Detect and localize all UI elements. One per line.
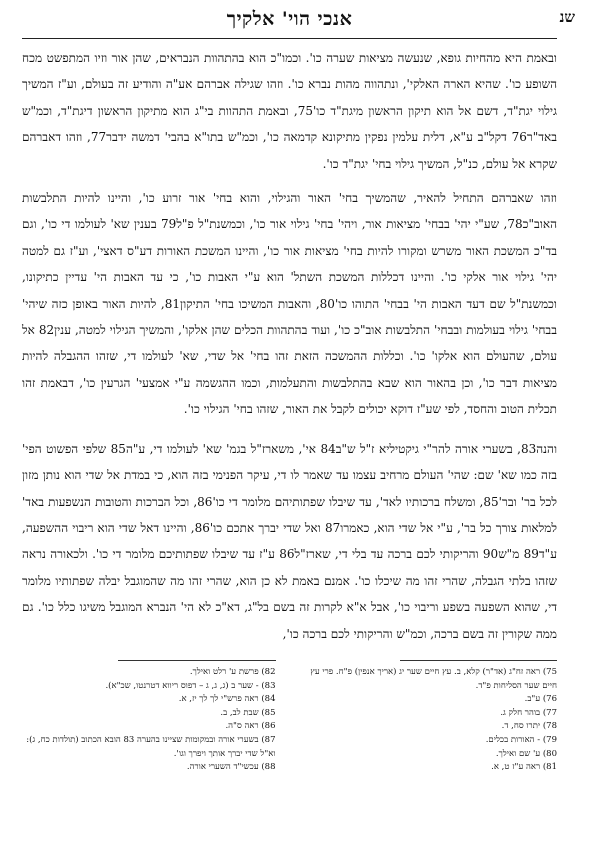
footnote-divider — [118, 660, 275, 661]
main-text — [22, 45, 557, 647]
footnote: 87) בשערי אורה ובמקומות שציינו בהערה 83 הובא הכתוב (תולדות כח, ג): וא"ל שדי יברך אותך ויפרך וגו'. — [26, 734, 276, 759]
footnote: 79) - האורות בכלים. — [485, 734, 557, 745]
footnote: 88) עכשי"ד השערי אורה. — [186, 762, 276, 773]
footnote: 80) ע' שם ואילך. — [495, 748, 557, 759]
page-number: שנ — [559, 8, 575, 26]
footnote: 78) יתרו סח, ד. — [501, 721, 557, 732]
page-header — [22, 0, 575, 38]
footnote: 83) - שער ב (ג, ג, ג – דפוס ריווא דטרנטו, שכ"א). — [105, 680, 276, 691]
paragraph: וזהו שאברהם התחיל להאיר, שהמשיך בחי' האור והגילוי, והוא בחי' אור זרוע כו', והיינו להיות התלבשות האוב"כ78, שע"י יהי' בבחי' מציאות אור, ויהי' בחי' גילוי אור כו', וכמשנת"ל פ"ל79 בענין שא' לעולמו די כו', וגם בד"כ המשכת האור משרש ומקורו להיות בחי' מציאות אור כו', והיינו המשכת האורות דע"ס דאצי', וע"ז גם למטה יהי' גילוי אור אלקי כו'. והיינו דכללות המשכת השתל' הוא ע"י האבות כו', כי עד האבות הי' עדיין כתיקונו, וכמשנת"ל שם דעד האבות הי' בבחי' התוהו כו'80, והאבות המשיכו בחי' התיקון81, להיות האור באופן כזה שיהי' בבחי' גילוי בעולמות ובבחי' התלבשות אוב"כ כו', ועוד בהתהוות הכלים שהן אלקו', והמשיך הגילוי למטה, ענין82 אל עולם, שהעולם הוא אלקו' כו'. וכללות ההמשכה הזאת זהו בחי' אל שדי, שא' לעולמו די, שזהו ההגבלה להיות מציאות דבר כו', וכן בהאור הוא שבא בהתלבשות והתעלמות, וכמו ההגשמה ע"י אמצעי' הגרעין כו', דבאמת זהו תכלית הטוב והחסד, לפי שע"ז דוקא יכולים לקבל את האור, שזהו בחי' הגילוי כו'. — [22, 191, 557, 417]
footnote: 81) ראה ע"ז ט, א. — [491, 762, 557, 773]
footnote: 85) שבת לב, ב. — [220, 707, 276, 718]
footnotes-column-right — [304, 660, 558, 775]
paragraph: והנה83, בשערי אורה להר"י גיקטיליא ז"ל ש"ב84 אי', משארז"ל בגמ' שא' לעולמו די, ע"ה85 שלפי הפשוט הפי' בזה כמו שא' שם: שהי' העולם מרחיב עצמו עד שאמר לו די, עיקר הפנימי בזה הוא, כי במדת אל שדי הוא נותן מזון לכל בר' ובר'85, ומשלח ברכותיו לאד', עד שיבלו שפתותיהם מלומר די כו'86, וכל הברכות והטובות הנשפעות באד' למלאות צורך כל בר', ע"י אל שדי הוא, כאמרו87 ואל שדי יברך אתכם כו'86, והיינו דאל שדי הוא ריבוי ההשפעה, ע"ד89 מ"ש90 והריקותי לכם ברכה עד בלי די, שארז"ל86 ע"ז עד שיבלו שפתותיכם מלומר די כו'. ולכאורה נראה שזהו בלתי הגבלה, שהרי זהו מה שיכלו כו'. אמנם באמת לא כן הוא, שהרי זהו מה שהמוגבל יבלה שפתותיו מלומר די, שהוא השפעה בשפע וריבוי כו', אבל א"א לקרות זה בשם בל"ג, דא"כ לא הי' הנברא המוגבל משיגו כלל כו'. גם ממה שקורין זה בשם ברכה, וכמ"ש והריקותי לכם ברכה כו', — [22, 441, 558, 641]
paragraph: ובאמת היא מהחיות גופא, שנעשה מציאות שערה כו'. וכמו"כ הוא בהתהוות הנבראים, שהן אור וזיו המתפשט מכח השופע כו'. שהיא הארה האלקי', ונתהווה מהות נברא כו'. וזהו שגילה אברהם אע"ה והודיע זה בעולם, וע"ז המשיך גילוי יגת"ד, דשם אל הוא תיקון הראשון מיגת"ד כו'75, ובאמת התהוות בי"ג הוא מתיקון הראשון דיגת"ד, וכמ"ש באד"ר76 דקל"ב ע"א, דלית עלמין נפקין מתיקונא קדמאה כו', וכמ"ש בתו"א בהבי' דמשה ידבר77, וזהו דאברהם שקרא אל עולם, כנ"ל, המשיך גילוי בחי' יגת"ד כו'. — [22, 51, 558, 171]
footnotes-column-left — [22, 660, 276, 775]
footnotes-section — [22, 660, 557, 775]
footnote-divider — [400, 660, 557, 661]
footnote: 84) ראה פרש"י לך לך יז, א. — [178, 694, 276, 705]
footnote: 77) בוהר חלק ג. — [500, 707, 557, 718]
footnote: 82) פרשת ע' רלט ואילך. — [189, 666, 276, 677]
running-title: אנכי הוי' אלקיך — [226, 7, 353, 30]
footnote: 75) ראה זח"ג (אד"ר) קלא, ב. עץ חיים שער יג (אריך אנפין) פ"ח. פרי עץ חיים שער הסליחות פ"ד. — [310, 666, 557, 691]
header-divider — [22, 38, 557, 39]
footnote: 76) ע"ב. — [524, 694, 557, 705]
footnote: 86) ראה ס"ה. — [225, 721, 276, 732]
